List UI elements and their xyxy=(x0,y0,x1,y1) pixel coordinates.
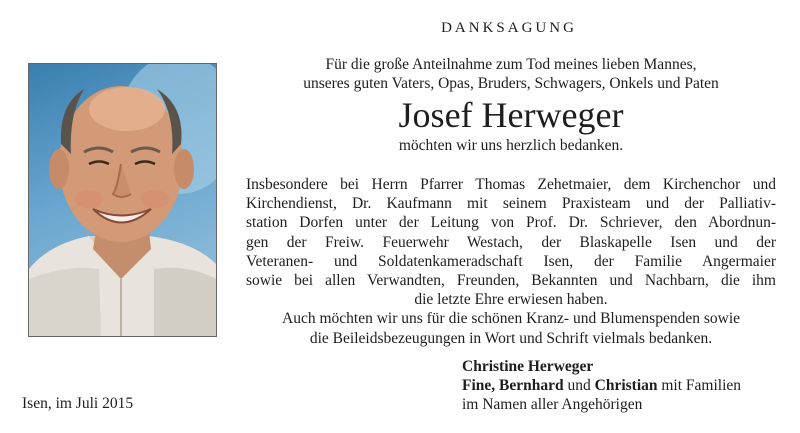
intro-line: Für die große Anteilnahme zum Tod meines lieben Mannes, xyxy=(325,56,697,73)
body-line: die letzte Ehre erwiesen haben. xyxy=(414,291,608,309)
intro-text xyxy=(246,55,776,93)
portrait-photo xyxy=(28,63,217,337)
signer-suffix: mit Familien xyxy=(657,377,742,395)
body-text xyxy=(246,175,776,348)
body-line: sowie bei allen Verwandten, Freunden, Bekannten und Nachbarn, die ihm xyxy=(246,272,776,290)
place-date: Isen, im Juli 2015 xyxy=(22,395,134,412)
body-line: Auch möchten wir uns für die schönen Kranz- und Blumenspenden sowie xyxy=(282,310,740,328)
thanks-line: möchten wir uns herzlich bedanken. xyxy=(398,137,624,154)
signer-names: Fine, Bernhard xyxy=(462,377,564,395)
portrait-illustration xyxy=(29,64,216,336)
body-line: station Dorfen unter der Leitung von Prof. Dr. Schriever, den Abordnun- xyxy=(246,214,776,232)
body-line: Insbesondere bei Herrn Pfarrer Thomas Zehetmaier, dem Kirchenchor und xyxy=(246,176,776,193)
body-line: die Beileidsbezeugungen in Wort und Schrift vielmals bedanken. xyxy=(309,329,713,347)
body-line: Veteranen- und Soldatenkameradschaft Isen, der Familie Angermaier xyxy=(246,252,776,270)
intro-line: unseres guten Vaters, Opas, Bruders, Schwagers, Onkels und Paten xyxy=(303,75,719,92)
signer-names: Christian xyxy=(594,377,658,395)
signers xyxy=(462,357,741,415)
signer-primary: Christine Herweger xyxy=(462,358,594,375)
body-line: gen der Freiw. Feuerwehr Westach, der Blaskapelle Isen und der xyxy=(246,233,776,251)
signer-line-3: im Namen aller Angehörigen xyxy=(462,396,643,414)
heading-danksagung: DANKSAGUNG xyxy=(441,20,577,36)
signer-line-2 xyxy=(462,376,741,395)
signer-und: und xyxy=(563,377,595,395)
body-line: Kirchendienst, Dr. Kaufmann mit seinem Praxisteam und der Palliativ- xyxy=(246,195,776,213)
deceased-name: Josef Herweger xyxy=(398,95,624,135)
